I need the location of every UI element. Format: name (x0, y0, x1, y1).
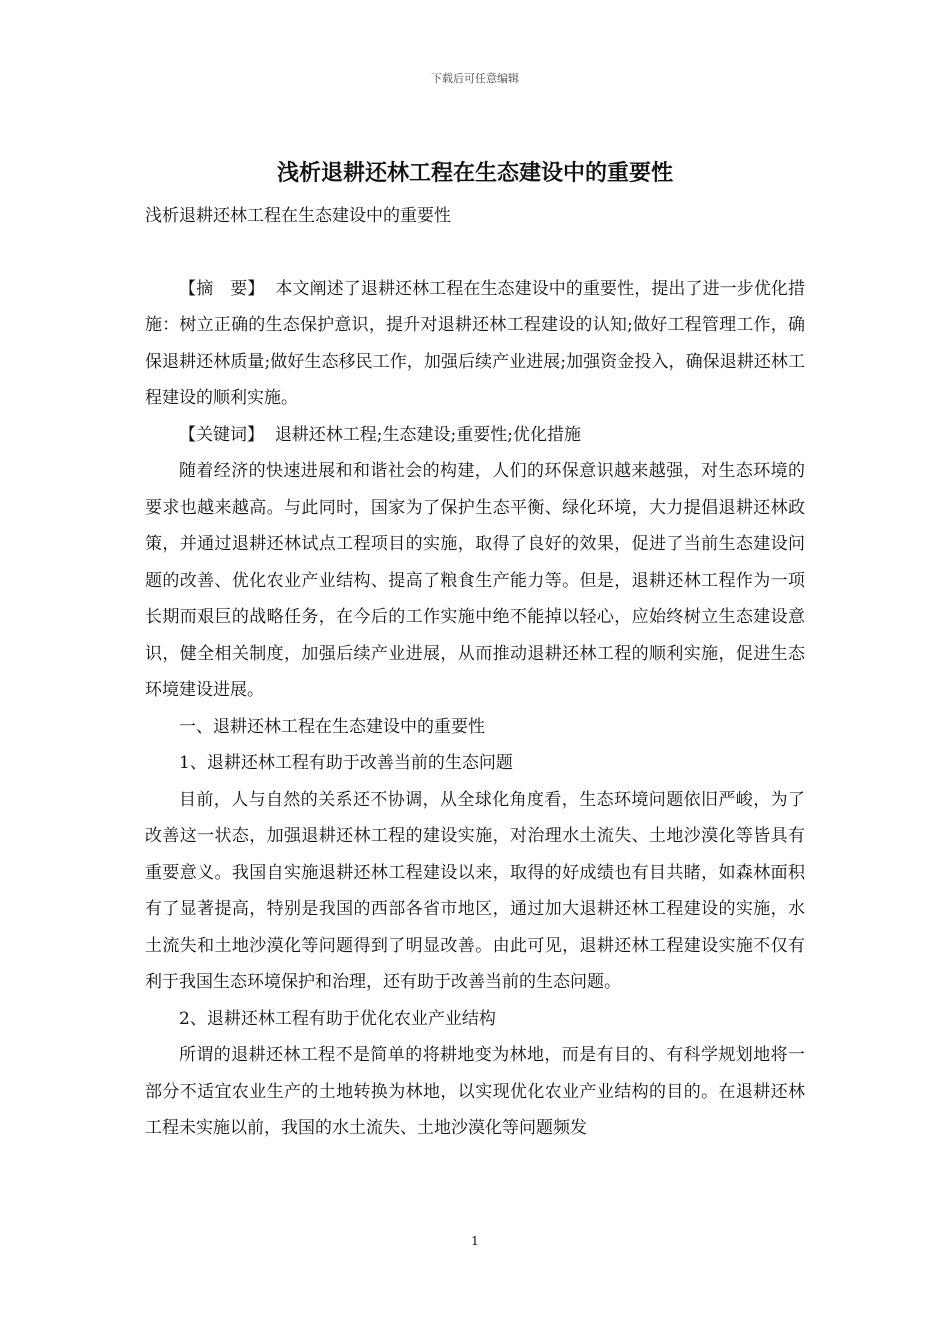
keywords-text: 退耕还林工程;生态建设;重要性;优化措施 (274, 424, 581, 445)
keywords-paragraph (145, 417, 805, 454)
page-header-note: 下载后可任意编辑 (431, 72, 519, 85)
subsection-heading-1: 1、退耕还林工程有助于改善当前的生态问题 (179, 753, 513, 773)
document-body (145, 198, 805, 1147)
document-title: 浅析退耕还林工程在生态建设中的重要性 (276, 161, 673, 186)
subsection-2-paragraph: 所谓的退耕还林工程不是简单的将耕地变为林地，而是有目的、有科学规划地将一部分不适宜农业生产的土地转换为林地，以实现优化农业产业结构的目的。在退耕还林工程未实施以前，我国的水土流失、土地沙漠化等问题频发 (145, 1045, 805, 1138)
abstract-label: 【摘 要】 (179, 278, 265, 299)
keywords-label: 【关键词】 (179, 424, 264, 445)
intro-paragraph: 随着经济的快速进展和和谐社会的构建，人们的环保意识越来越强，对生态环境的要求也越来越高。与此同时，国家为了保护生态平衡、绿化环境，大力提倡退耕还林政策，并通过退耕还林试点工程项目的实施，取得了良好的效果，促进了当前生态建设问题的改善、优化农业产业结构、提高了粮食生产能力等。但是，退耕还林工程作为一项长期而艰巨的战略任务，在今后的工作实施中绝不能掉以轻心，应始终树立生态建设意识，健全相关制度，加强后续产业进展，从而推动退耕还林工程的顺利实施，促进生态环境建设进展。 (145, 461, 805, 700)
document-subtitle: 浅析退耕还林工程在生态建设中的重要性 (145, 206, 451, 226)
subsection-1-paragraph: 目前，人与自然的关系还不协调，从全球化角度看，生态环境问题依旧严峻，为了改善这一状态，加强退耕还林工程的建设实施，对治理水土流失、土地沙漠化等皆具有重要意义。我国自实施退耕还林工程建设以来，取得的好成绩也有目共睹，如森林面积有了显著提高，特别是我国的西部各省市地区，通过加大退耕还林工程建设的实施，水土流失和土地沙漠化等问题得到了明显改善。由此可见，退耕还林工程建设实施不仅有利于我国生态环境保护和治理，还有助于改善当前的生态问题。 (145, 789, 805, 992)
page-number: 1 (471, 1234, 479, 1248)
abstract-text: 本文阐述了退耕还林工程在生态建设中的重要性，提出了进一步优化措施：树立正确的生态保护意识，提升对退耕还林工程建设的认知;做好工程管理工作，确保退耕还林质量;做好生态移民工作，加强后续产业进展;加强资金投入，确保退耕还林工程建设的顺利实施。 (145, 278, 806, 408)
section-heading-1: 一、退耕还林工程在生态建设中的重要性 (179, 716, 485, 737)
subsection-heading-2: 2、退耕还林工程有助于优化农业产业结构 (179, 1008, 496, 1029)
abstract-paragraph (145, 271, 805, 417)
